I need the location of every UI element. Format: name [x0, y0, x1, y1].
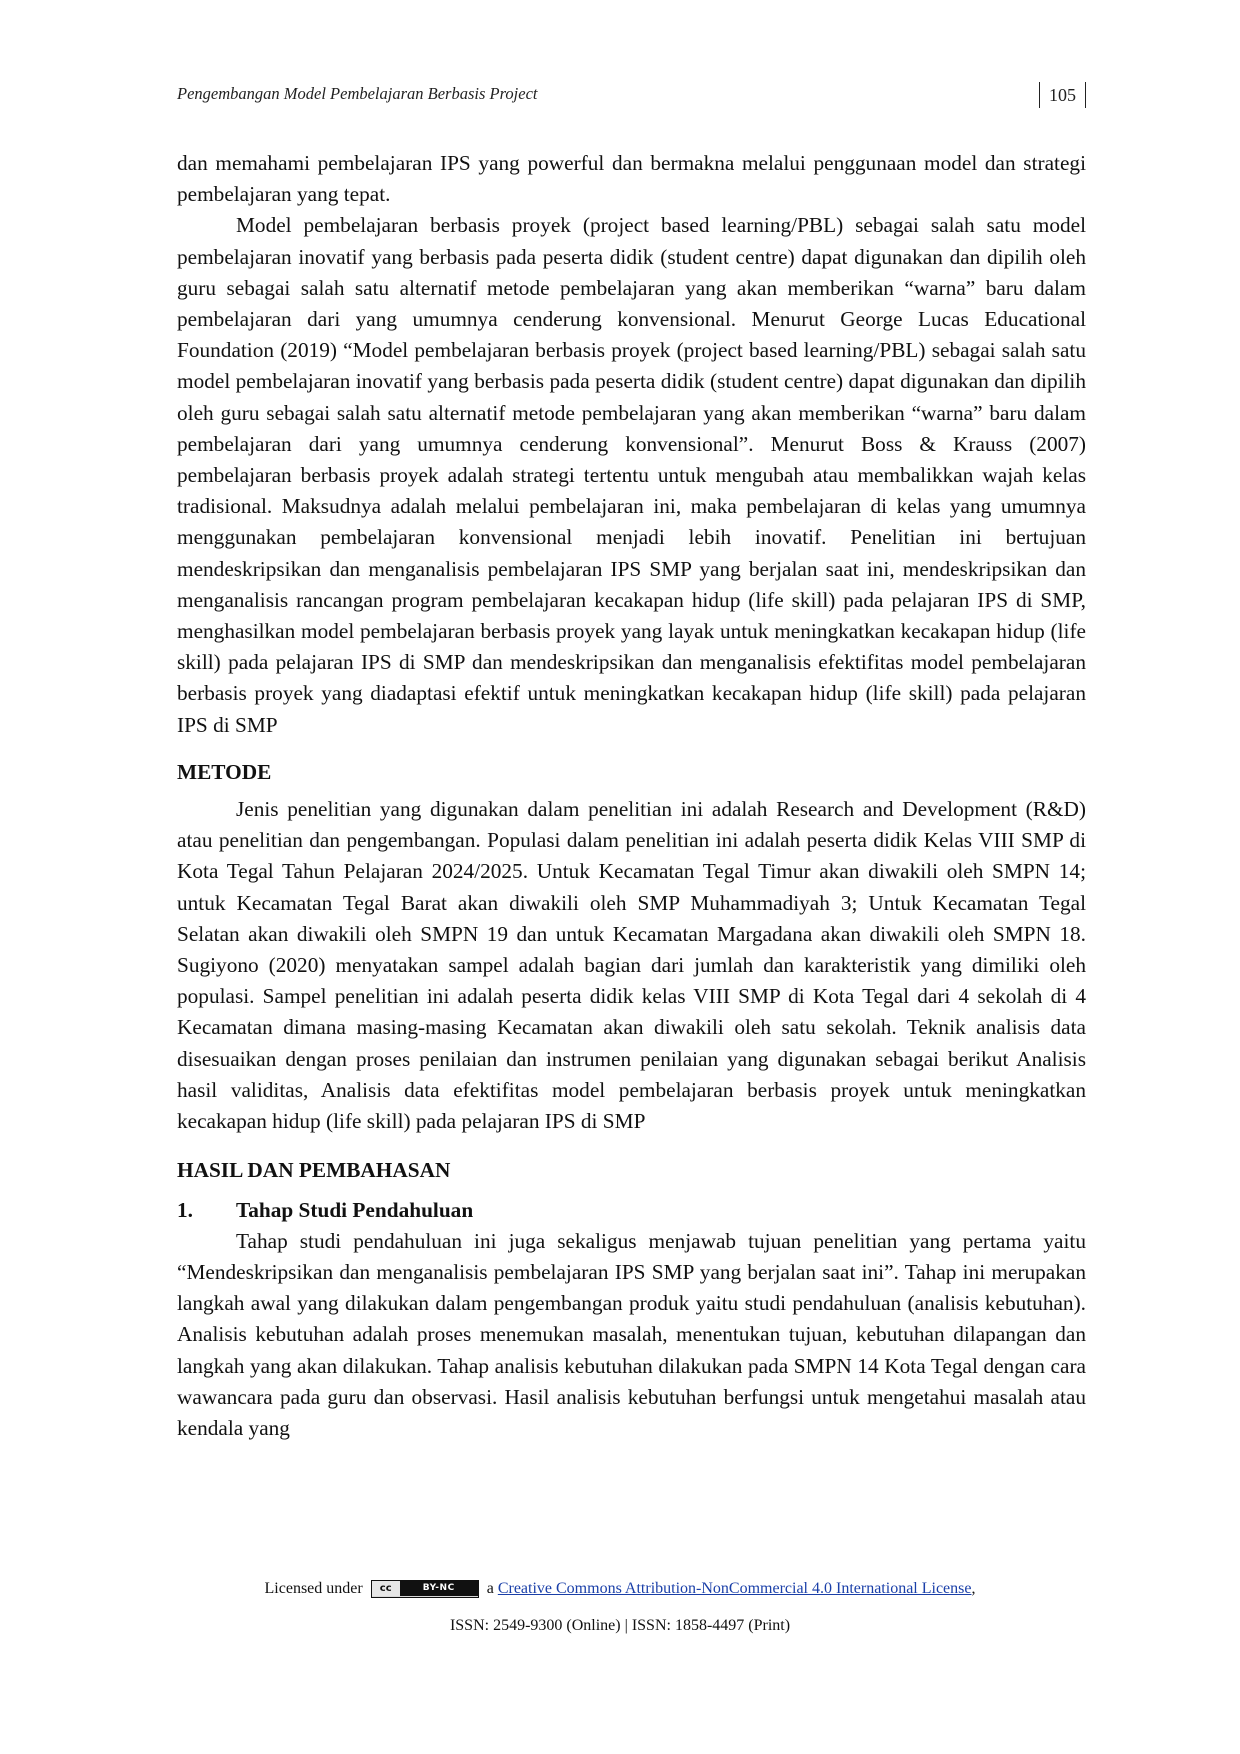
section-heading-hasil: HASIL DAN PEMBAHASAN [177, 1158, 451, 1183]
hasil-paragraph: Tahap studi pendahuluan ini juga sekaligus menjawab tujuan penelitian yang pertama yaitu “Mendeskripsikan dan menganalisis pembelajaran IPS SMP yang berjalan saat ini”. Tahap ini merupakan langkah awal yang dilakukan dalam pengembangan produk yaitu studi pendahuluan (analisis kebutuhan). Analisis kebutuhan adalah proses menemukan masalah, menentukan tujuan, kebutuhan dilapangan dan langkah yang akan dilakukan. Tahap analisis kebutuhan dilakukan pada SMPN 14 Kota Tegal dengan cara wawancara pada guru dan observasi. Hasil analisis kebutuhan berfungsi untuk mengetahui masalah atau kendala yang [177, 1228, 1086, 1440]
subsection-title: Tahap Studi Pendahuluan [236, 1197, 474, 1222]
intro-paragraph-continued: dan memahami pembelajaran IPS yang powerful dan bermakna melalui penggunaan model dan strategi pembelajaran yang tepat. [177, 151, 1086, 207]
page-number: 105 [1039, 82, 1086, 108]
license-suffix: , [971, 1580, 976, 1597]
metode-paragraph: Jenis penelitian yang digunakan dalam penelitian ini adalah Research and Development (R&D) atau penelitian dan pengembangan. Populasi dalam penelitian ini adalah peserta didik Kelas VIII SMP di Kota Tegal Tahun Pelajaran 2024/2025. Untuk Kecamatan Tegal Timur akan diwakili oleh SMPN 14; untuk Kecamatan Tegal Barat akan diwakili oleh SMP Muhammadiyah 3; Untuk Kecamatan Tegal Selatan akan diwakili oleh SMPN 19 dan untuk Kecamatan Margadana akan diwakili oleh SMPN 18. Sugiyono (2020) menyatakan sampel adalah bagian dari jumlah dan karakteristik yang dimiliki oleh populasi. Sampel penelitian ini adalah peserta didik kelas VIII SMP di Kota Tegal dari 4 sekolah di 4 Kecamatan dimana masing-masing Kecamatan akan diwakili oleh satu sekolah. Teknik analisis data disesuaikan dengan proses penilaian dan instrumen penilaian yang digunakan sebagai berikut Analisis hasil validitas, Analisis data efektifitas model pembelajaran berbasis proyek untuk meningkatkan kecakapan hidup (life skill) pada pelajaran IPS di SMP [177, 797, 1086, 1134]
cc-icon: cc [372, 1581, 400, 1596]
running-title: Pengembangan Model Pembelajaran Berbasis Project [177, 84, 538, 103]
footer-license [0, 1580, 1240, 1598]
footer-issn: ISSN: 2549-9300 (Online) | ISSN: 1858-4497 (Print) [449, 1617, 791, 1634]
license-link[interactable]: Creative Commons Attribution-NonCommercial 4.0 International License [497, 1580, 972, 1597]
by-nc-label: BY-NC [400, 1581, 478, 1596]
section-heading-metode: METODE [177, 759, 272, 784]
cc-by-nc-icon[interactable] [371, 1580, 479, 1598]
subsection-heading [177, 1195, 1086, 1226]
license-article: a [486, 1580, 494, 1597]
licensed-under-text: Licensed under [264, 1580, 363, 1597]
intro-paragraph-pbl: Model pembelajaran berbasis proyek (project based learning/PBL) sebagai salah satu model pembelajaran inovatif yang berbasis pada peserta didik (student centre) dapat digunakan dan dipilih oleh guru sebagai salah satu alternatif metode pembelajaran yang akan memberikan “warna” baru dalam pembelajaran dari yang umumnya cenderung konvensional. Menurut George Lucas Educational Foundation (2019) “Model pembelajaran berbasis proyek (project based learning/PBL) sebagai salah satu model pembelajaran inovatif yang berbasis pada peserta didik (student centre) dapat digunakan dan dipilih oleh guru sebagai salah satu alternatif metode pembelajaran yang akan memberikan “warna” baru dalam pembelajaran dari yang umumnya cenderung konvensional”. Menurut Boss & Krauss (2007) pembelajaran berbasis proyek adalah strategi tertentu untuk mengubah atau membalikkan wajah kelas tradisional. Maksudnya adalah melalui pembelajaran ini, maka pembelajaran di kelas yang umumnya menggunakan pembelajaran konvensional menjadi lebih inovatif. Penelitian ini bertujuan mendeskripsikan dan menganalisis pembelajaran IPS SMP yang berjalan saat ini, mendeskripsikan dan menganalisis rancangan program pembelajaran kecakapan hidup (life skill) pada pelajaran IPS di SMP, menghasilkan model pembelajaran berbasis proyek yang layak untuk meningkatkan kecakapan hidup (life skill) pada pelajaran IPS di SMP dan mendeskripsikan dan menganalisis efektifitas model pembelajaran berbasis proyek yang diadaptasi efektif untuk meningkatkan kecakapan hidup (life skill) pada pelajaran IPS di SMP [177, 213, 1086, 737]
running-header [177, 82, 1086, 116]
main-content [177, 148, 1086, 1444]
subsection-number: 1. [177, 1197, 193, 1222]
